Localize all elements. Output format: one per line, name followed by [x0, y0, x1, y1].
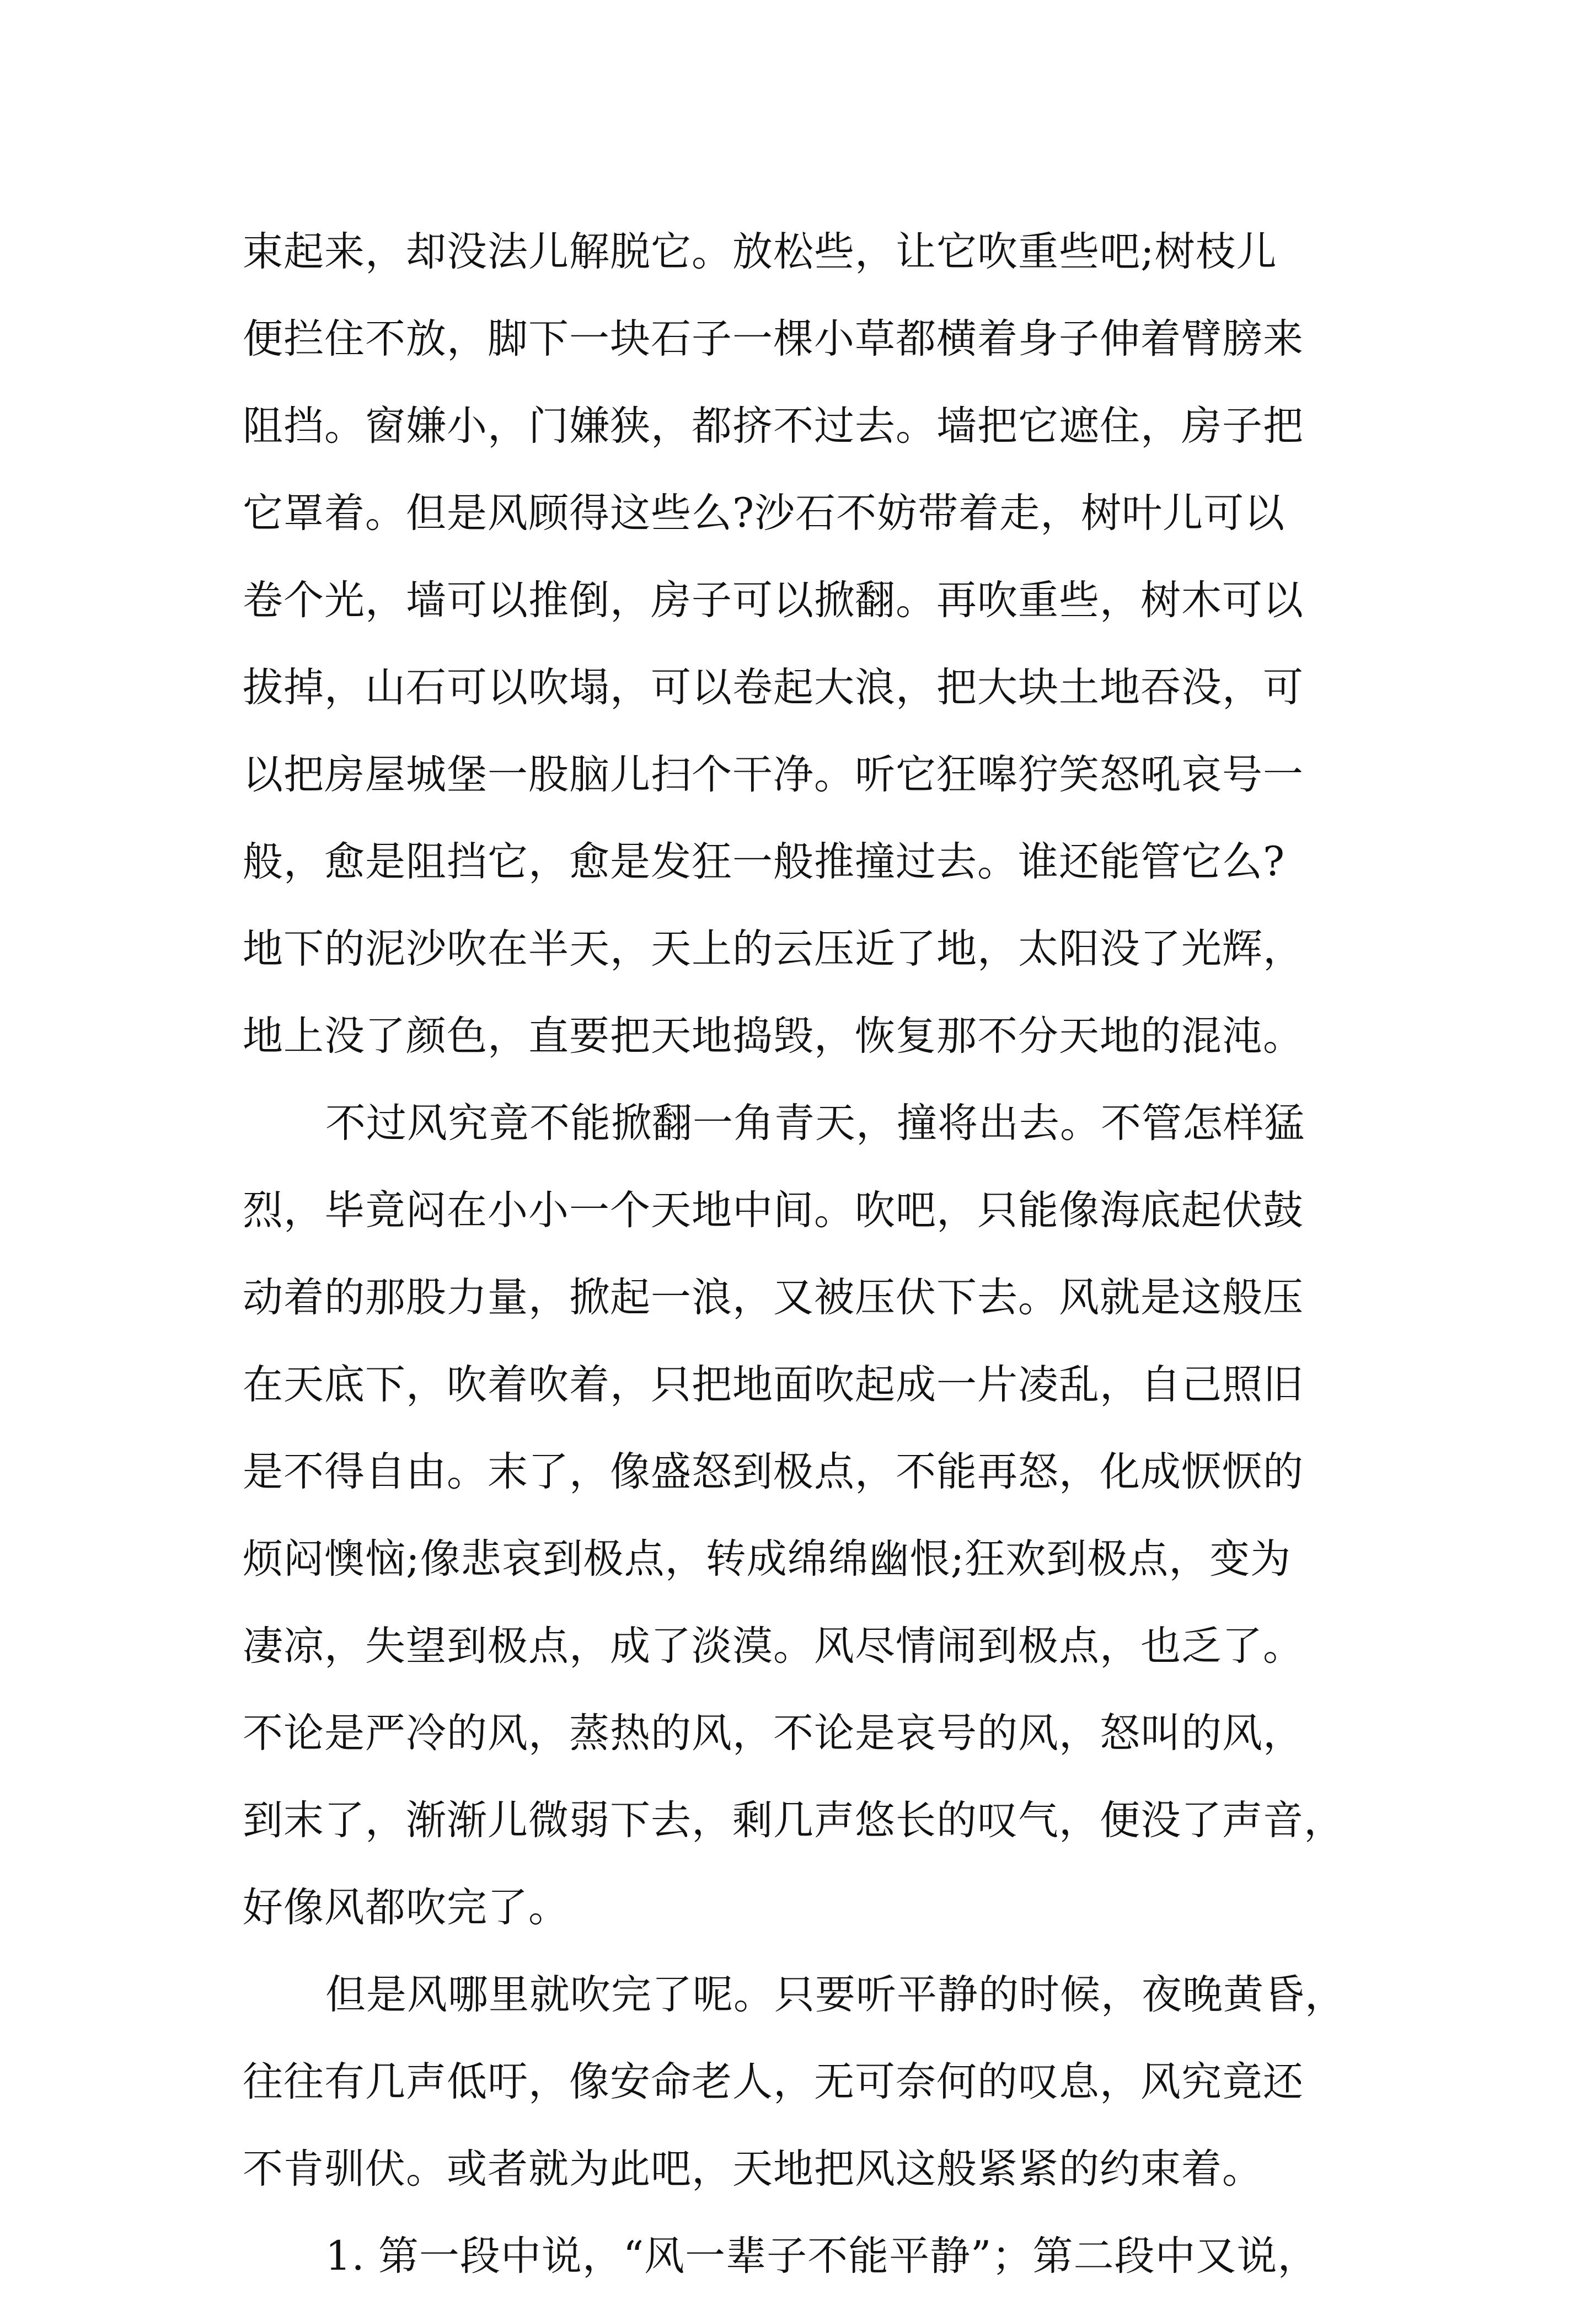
text-line: 是不得自由。末了，像盛怒到极点，不能再怒，化成恹恹的: [243, 1448, 1304, 1495]
text-line: 般，愈是阻挡它，愈是发狂一般推撞过去。谁还能管它么?: [243, 838, 1286, 885]
text-line: 束起来，却没法儿解脱它。放松些，让它吹重些吧;树枝儿: [243, 228, 1277, 275]
text-line: 它罩着。但是风顾得这些么?沙石不妨带着走，树叶儿可以: [243, 490, 1286, 537]
text-line: 以把房屋城堡一股脑儿扫个干净。听它狂嗥狞笑怒吼哀号一: [243, 751, 1304, 798]
text-line: 烈，毕竟闷在小小一个天地中间。吹吧，只能像海底起伏鼓: [243, 1187, 1304, 1234]
text-line: 阻挡。窗嫌小，门嫌狭，都挤不过去。墙把它遮住，房子把: [243, 403, 1304, 450]
text-line: 不论是严冷的风，蒸热的风，不论是哀号的风，怒叫的风，: [243, 1710, 1304, 1757]
text-line: 便拦住不放，脚下一块石子一棵小草都横着身子伸着臂膀来: [243, 315, 1304, 362]
text-line: 到末了，渐渐儿微弱下去，剩几声悠长的叹气，便没了声音，: [243, 1797, 1345, 1844]
text-line: 地下的泥沙吹在半天，天上的云压近了地，太阳没了光辉，: [243, 926, 1304, 972]
text-line: 好像风都吹完了。: [243, 1884, 569, 1931]
text-line: 烦闷懊恼;像悲哀到极点，转成绵绵幽恨;狂欢到极点，变为: [243, 1536, 1292, 1582]
question-line: 1. 第一段中说，“风一辈子不能平静”；第二段中又说，: [325, 2233, 1319, 2280]
text-line: 凄凉，失望到极点，成了淡漠。风尽情闹到极点，也乏了。: [243, 1623, 1304, 1670]
text-line: 不肯驯伏。或者就为此吧，天地把风这般紧紧的约束着。: [243, 2146, 1263, 2192]
text-line: 动着的那股力量，掀起一浪，又被压伏下去。风就是这般压: [243, 1274, 1304, 1321]
text-line: 卷个光，墙可以推倒，房子可以掀翻。再吹重些，树木可以: [243, 577, 1304, 624]
text-line: 在天底下，吹着吹着，只把地面吹起成一片凌乱，自己照旧: [243, 1361, 1304, 1408]
body-text: [243, 208, 1379, 2300]
paragraph-start-line: 但是风哪里就吹完了呢。只要听平静的时候，夜晚黄昏，: [325, 1971, 1346, 2018]
text-line: 拔掉，山石可以吹塌，可以卷起大浪，把大块土地吞没，可: [243, 664, 1304, 711]
text-line: 地上没了颜色，直要把天地捣毁，恢复那不分天地的混沌。: [243, 1013, 1304, 1060]
text-line: 往往有几声低吁，像安命老人，无可奈何的叹息，风究竟还: [243, 2058, 1304, 2105]
paragraph-start-line: 不过风究竟不能掀翻一角青天，撞将出去。不管怎样猛: [325, 1100, 1305, 1147]
